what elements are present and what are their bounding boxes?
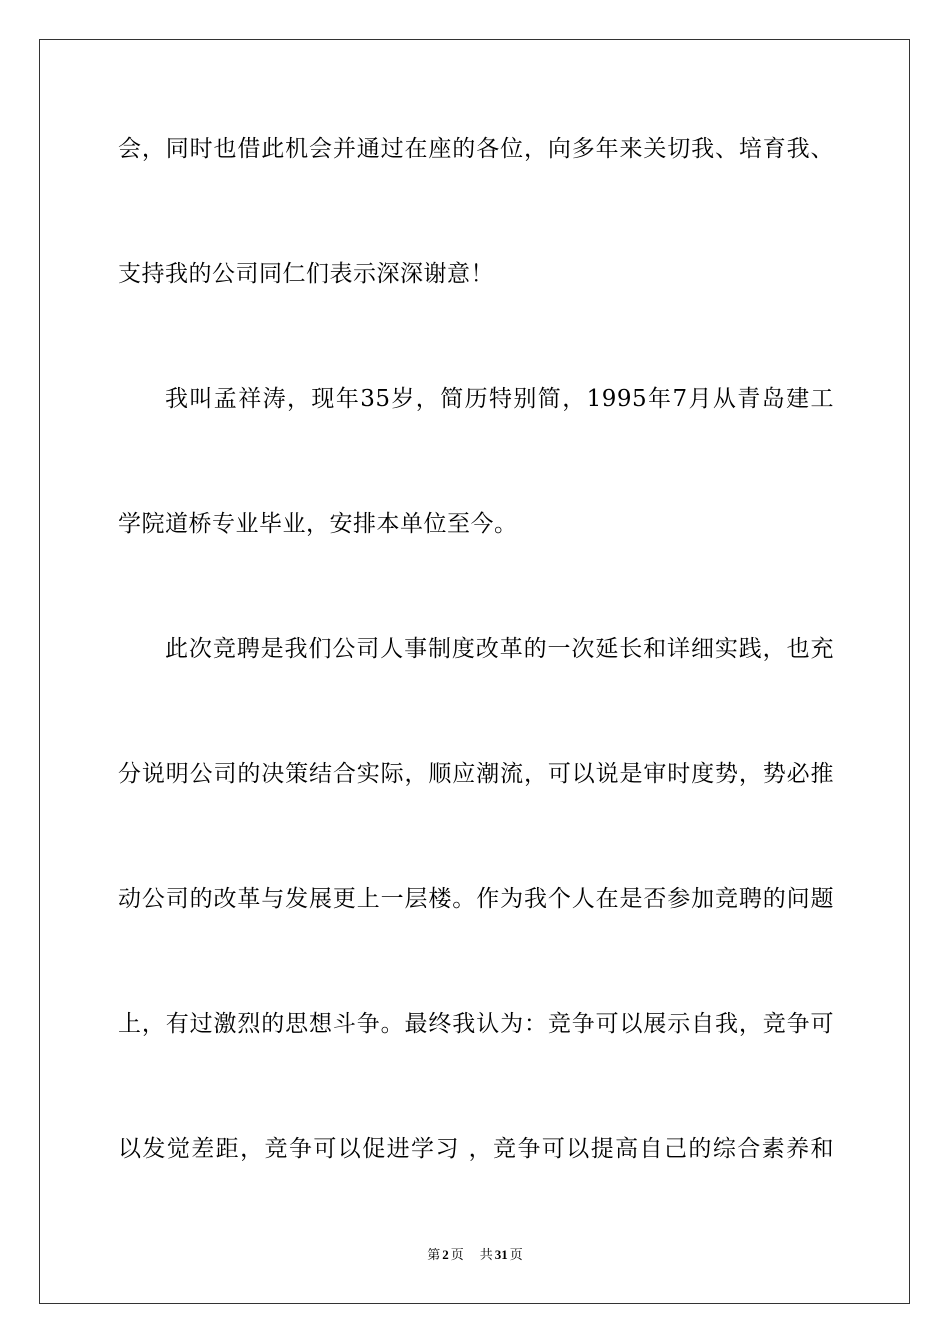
page-prefix: 第: [427, 1248, 441, 1263]
body-line-9: 以发觉差距，竞争可以促进学习 ，竞争可以提高自己的综合素养和: [118, 1136, 834, 1162]
body-line-1: 会，同时也借此机会并通过在座的各位，向多年来关切我、培育我、: [118, 136, 834, 162]
body-line-4: 学院道桥专业毕业，安排本单位至今。: [118, 511, 518, 537]
body-line-3: 我叫孟祥涛，现年35岁，简历特别简，1995年7月从青岛建工: [165, 386, 834, 412]
total-prefix: 共: [479, 1248, 493, 1263]
body-line-8: 上，有过激烈的思想斗争。最终我认为：竞争可以展示自我，竞争可: [118, 1011, 834, 1037]
page-border: [39, 39, 910, 1304]
total-suffix: 页: [509, 1248, 523, 1263]
page-number: 2: [442, 1247, 449, 1262]
total-pages: 31: [494, 1247, 508, 1262]
body-line-5: 此次竞聘是我们公司人事制度改革的一次延长和详细实践，也充: [165, 636, 834, 662]
page-suffix: 页: [450, 1248, 464, 1263]
page-footer: [0, 1247, 950, 1264]
body-line-7: 动公司的改革与发展更上一层楼。作为我个人在是否参加竞聘的问题: [118, 886, 834, 912]
body-line-2: 支持我的公司同仁们表示深深谢意！: [118, 261, 494, 287]
body-line-6: 分说明公司的决策结合实际，顺应潮流，可以说是审时度势，势必推: [118, 761, 834, 787]
